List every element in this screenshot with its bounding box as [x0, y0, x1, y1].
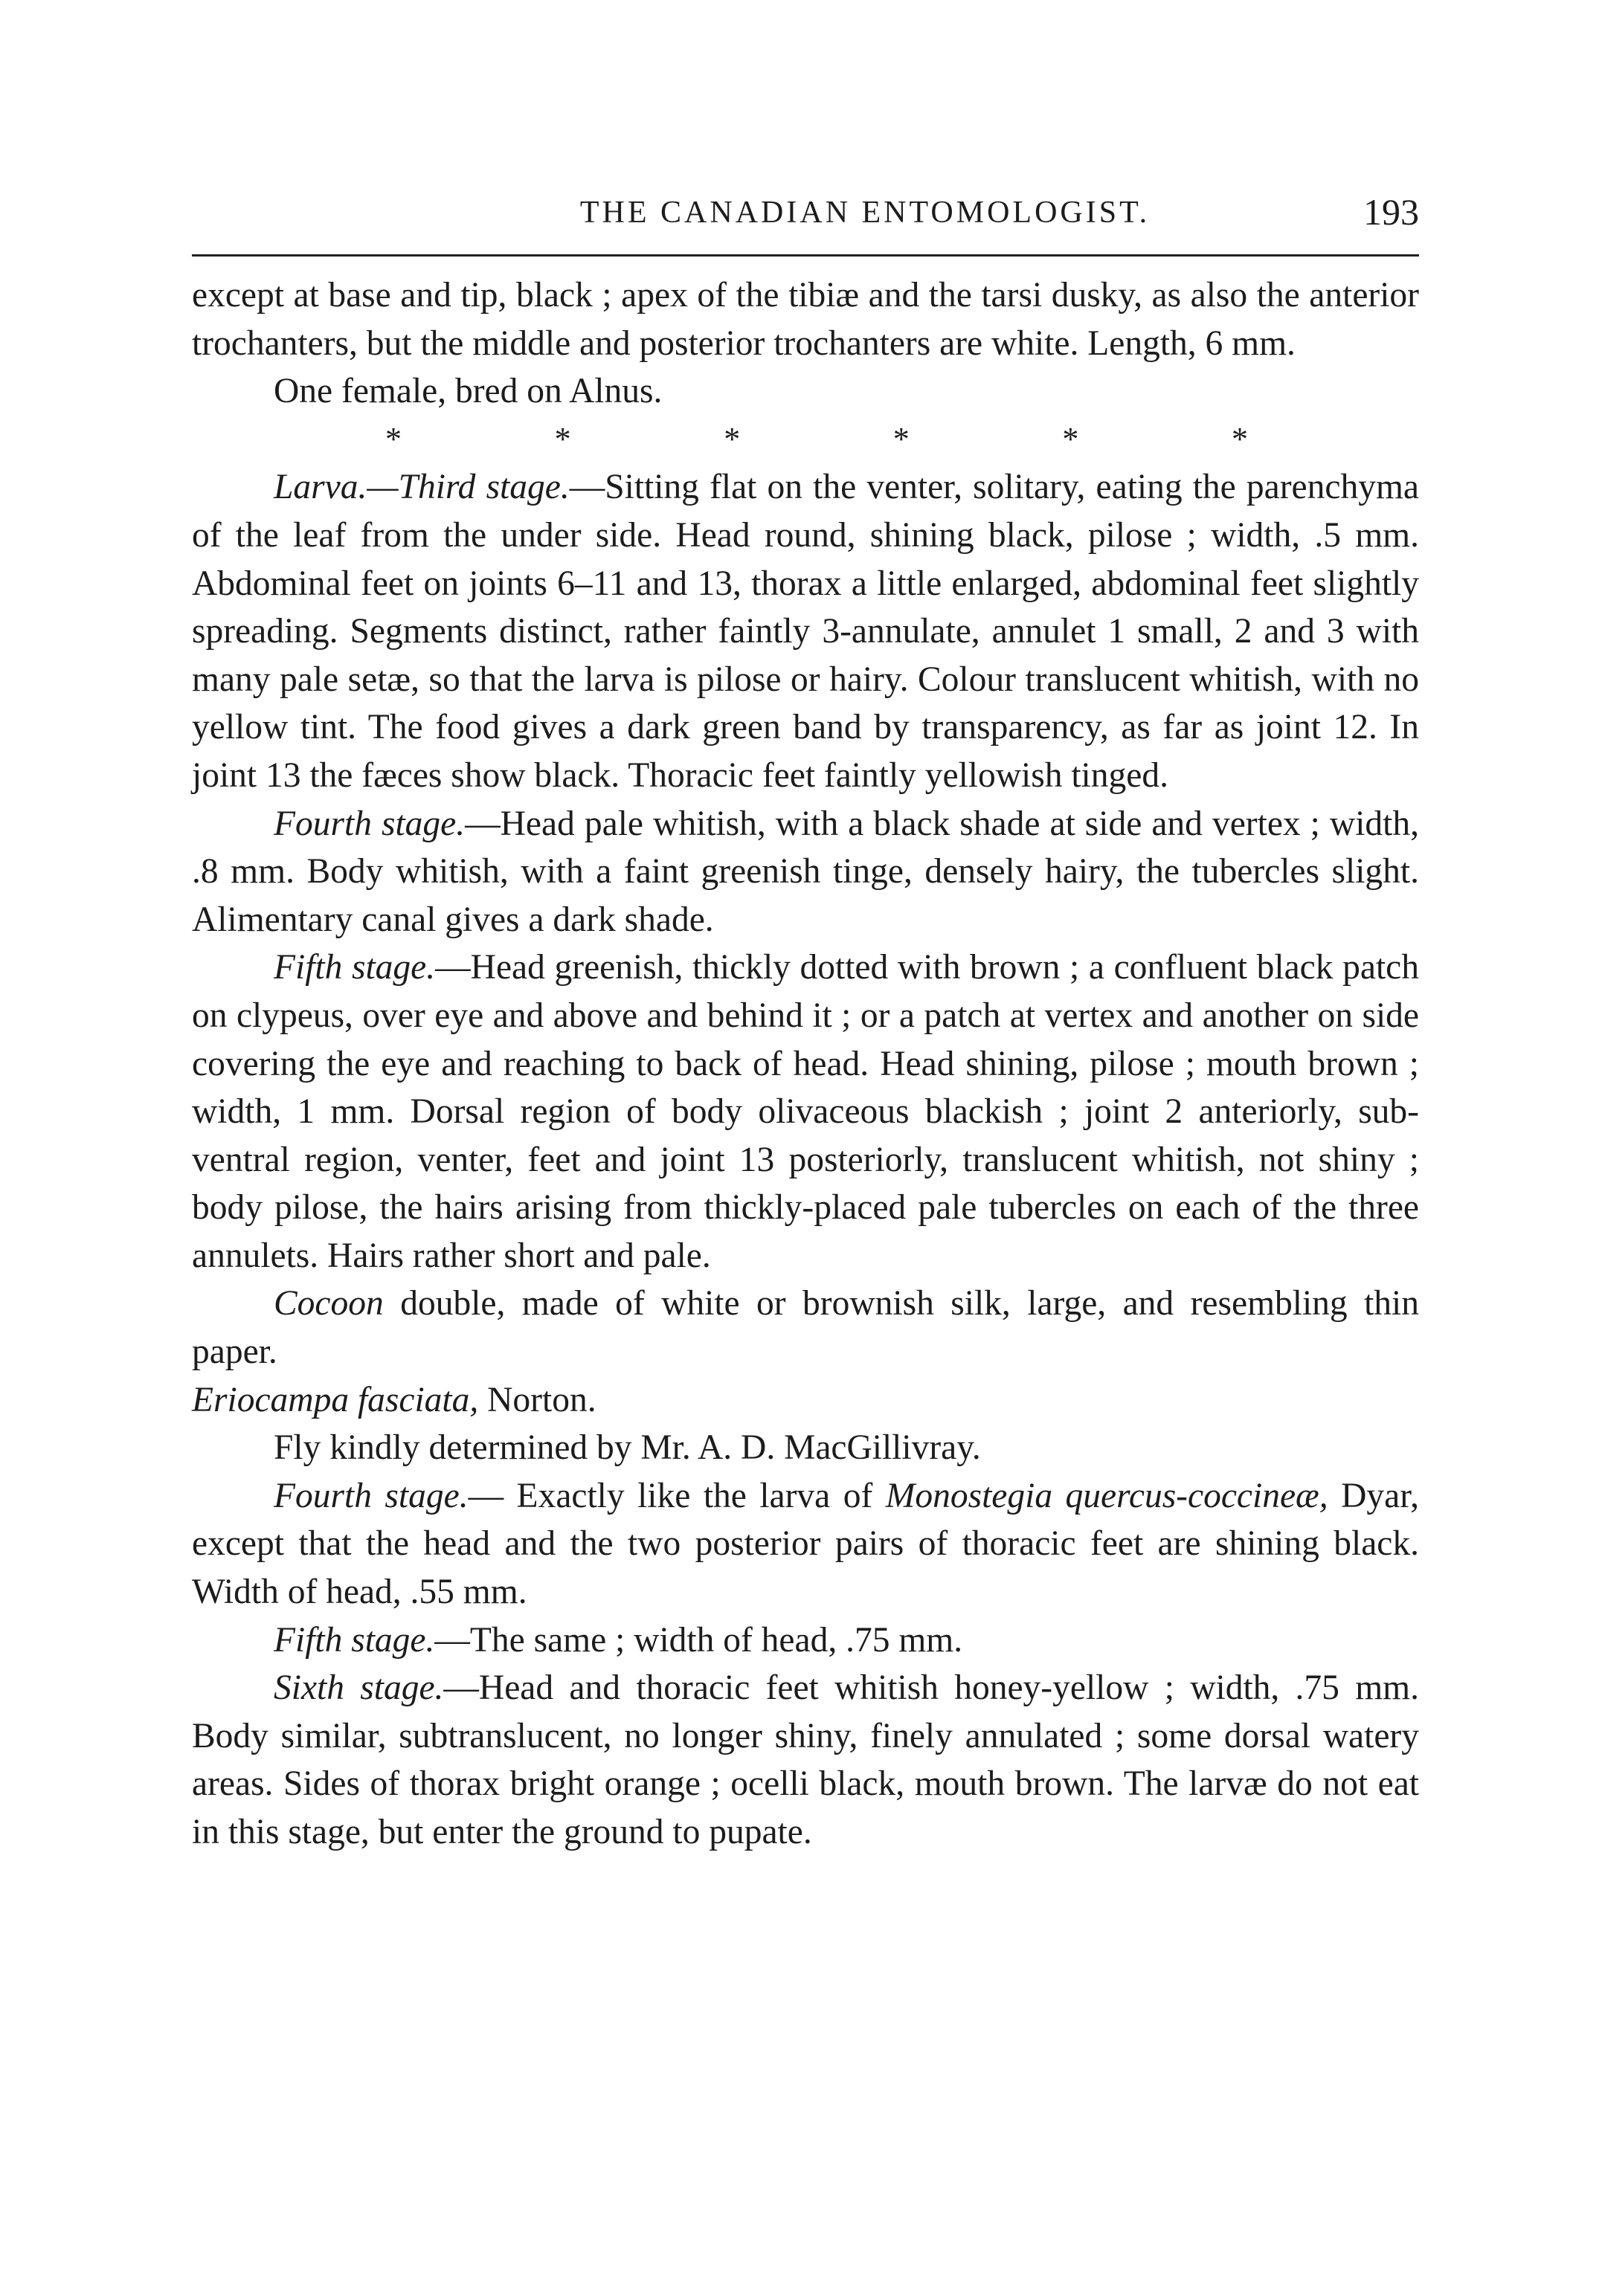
- paragraph: [192, 800, 1419, 944]
- star: *: [554, 420, 571, 457]
- paragraph-text: Dyar, except that the head and the two posterior pairs of thoracic feet are shining black. Width of head, .55 mm.: [192, 1476, 1419, 1612]
- paragraph: [192, 463, 1419, 799]
- italic-heading: Cocoon: [274, 1284, 384, 1323]
- star: *: [385, 420, 402, 457]
- italic-heading: Sixth stage.: [274, 1668, 444, 1708]
- species-name: Monostegia quercus-coccineæ,: [885, 1476, 1328, 1515]
- page: [192, 191, 1419, 1857]
- header-rule: [192, 254, 1419, 257]
- paragraph: [192, 1616, 1419, 1665]
- body-text: [192, 271, 1419, 1857]
- page-number: 193: [1363, 191, 1419, 233]
- paragraph-text: —Head greenish, thickly dotted with brown ; a confluent black patch on clypeus, over eye and above and behind it ; or a patch at vertex and another on side covering the eye and reaching to back of head. Head shining, pilose ; mouth brown ; width, 1 mm. Dorsal region of body olivaceous blackish ; joint 2 anteriorly, sub-ventral region, venter, feet and joint 13 posteriorly, translucent whitish, not shiny ; body pilose, the hairs arising from thickly-placed pale tubercles on each of the three annulets. Hairs rather short and pale.: [192, 948, 1419, 1275]
- star: *: [724, 420, 741, 457]
- paragraph-text: One female, bred on Alnus.: [274, 372, 663, 411]
- star: *: [1062, 420, 1079, 457]
- paragraph-text: —The same ; width of head, .75 mm.: [434, 1620, 963, 1660]
- running-title: THE CANADIAN ENTOMOLOGIST.: [579, 196, 1151, 230]
- paragraph: [192, 271, 1419, 367]
- italic-heading: Larva.—Third stage.: [274, 468, 570, 507]
- paragraph: [192, 944, 1419, 1280]
- star: *: [1231, 420, 1248, 457]
- star: *: [892, 420, 910, 457]
- paragraph-text: Norton.: [478, 1380, 596, 1419]
- paragraph-text: double, made of white or brownish silk, large, and resembling thin paper.: [192, 1284, 1419, 1372]
- paragraph-text: Fly kindly determined by Mr. A. D. MacGillivray.: [274, 1428, 981, 1468]
- paragraph: [192, 1376, 1419, 1425]
- page-header: [192, 191, 1419, 244]
- italic-heading: Fifth stage.: [274, 948, 436, 987]
- paragraph-text: except at base and tip, black ; apex of the tibiæ and the tarsi dusky, as also the anterior trochanters, but the middle and posterior trochanters are white. Length, 6 mm.: [192, 276, 1419, 363]
- paragraph: [192, 367, 1419, 416]
- species-name: Eriocampa fasciata,: [192, 1380, 479, 1419]
- paragraph: [192, 1280, 1419, 1376]
- paragraph-text: — Exactly like the larva of: [468, 1476, 886, 1515]
- paragraph: [192, 1664, 1419, 1856]
- paragraph: [192, 1424, 1419, 1472]
- paragraph-text: —Head and thoracic feet whitish honey-yellow ; width, .75 mm. Body similar, subtranslucent, no longer shiny, finely annulated ; some dorsal watery areas. Sides of thorax bright orange ; ocelli black, mouth brown. The larvæ do not eat in this stage, but enter the ground to pupate.: [192, 1668, 1419, 1851]
- italic-heading: Fourth stage.: [274, 804, 466, 843]
- paragraph-text: —Sitting flat on the venter, solitary, eating the parenchyma of the leaf from the under side. Head round, shining black, pilose ; width, .5 mm. Abdominal feet on joints 6–11 and 13, thorax a little enlarged, abdominal feet slightly spreading. Segments distinct, rather faintly 3-annulate, annulet 1 small, 2 and 3 with many pale setæ, so that the larva is pilose or hairy. Colour translucent whitish, with no yellow tint. The food gives a dark green band by transparency, as far as joint 12. In joint 13 the fæces show black. Thoracic feet faintly yellowish tinged.: [192, 468, 1419, 795]
- italic-heading: Fifth stage.: [274, 1620, 435, 1660]
- paragraph-text: —Head pale whitish, with a black shade at side and vertex ; width, .8 mm. Body whitish, with a faint greenish tinge, densely hairy, the tubercles slight. Alimentary canal gives a dark shade.: [192, 804, 1419, 939]
- paragraph: [192, 1472, 1419, 1616]
- section-break-stars: [192, 416, 1419, 464]
- italic-heading: Fourth stage.: [274, 1476, 469, 1515]
